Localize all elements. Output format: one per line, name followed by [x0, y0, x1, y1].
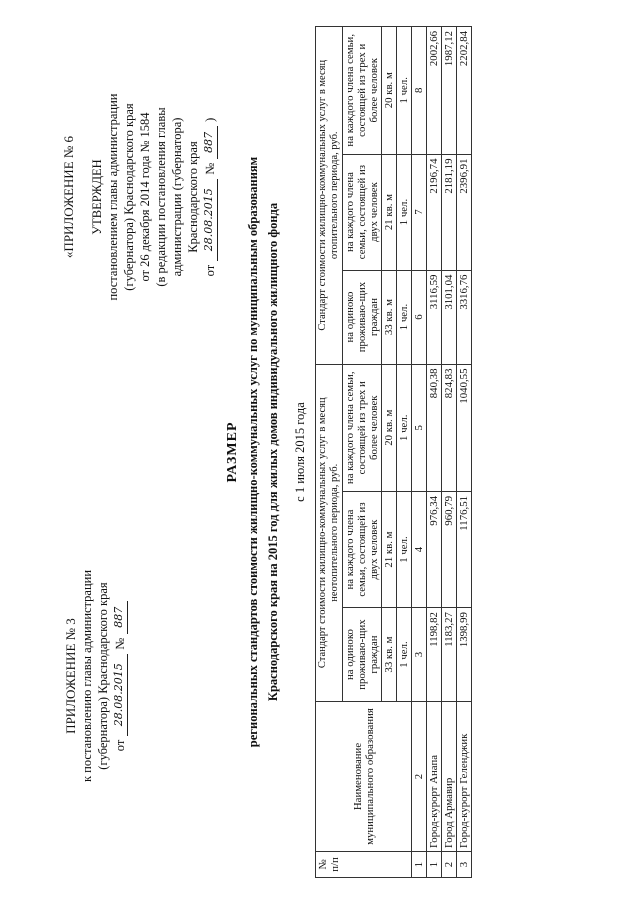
person-cell: 1 чел.	[397, 608, 412, 702]
col-header-name: Наименование муниципального образования	[316, 702, 412, 852]
area-cell: 20 кв. м	[382, 364, 397, 491]
area-cell: 21 кв. м	[382, 154, 397, 270]
header-line: от 26 декабря 2014 года № 1584	[138, 112, 152, 282]
area-cell: 20 кв. м	[382, 27, 397, 155]
rotated-document-page	[25, 12, 615, 892]
sub-header-single: на одиноко проживаю-щих граждан	[343, 270, 382, 364]
appendix-6-title: «ПРИЛОЖЕНИЕ № 6	[61, 135, 76, 259]
right-appendix-header	[61, 42, 218, 352]
sub-header-two: на каждого члена семьи, состоящей из двух человек	[343, 492, 382, 608]
sub-header-three: на каждого члена семьи, состоящей из трех и более человек	[343, 364, 382, 491]
area-cell: 33 кв. м	[382, 270, 397, 364]
area-cell: 33 кв. м	[382, 608, 397, 702]
column-number-row: 1 2 3 4 5 6 7 8	[412, 27, 427, 878]
document-title	[225, 32, 281, 872]
handwritten-number: 887	[111, 601, 128, 634]
person-cell: 1 чел.	[397, 492, 412, 608]
person-cell: 1 чел.	[397, 270, 412, 364]
appendix-3-title: ПРИЛОЖЕНИЕ № 3	[63, 618, 78, 734]
date-number-line: от 28.08.2015 № 887	[111, 546, 128, 806]
col-header-no: № п/п	[316, 852, 412, 878]
title-sub-2: Краснодарского края на 2015 год для жилых домов индивидуального жилищного фонда	[266, 202, 280, 702]
effective-date: с 1 июля 2015 года	[293, 402, 307, 502]
header-line: Краснодарского края	[186, 141, 200, 253]
header-line: (губернатора) Краснодарского края	[122, 103, 136, 291]
header-line: к постановлению главы администрации	[80, 569, 94, 783]
header-line: администрации (губернатора)	[170, 117, 184, 277]
sub-header-single: на одиноко проживаю-щих граждан	[343, 608, 382, 702]
date-number-line: от 28.08.2015 № 887 )	[202, 117, 217, 277]
left-appendix-header	[63, 546, 128, 806]
area-cell: 21 кв. м	[382, 492, 397, 608]
handwritten-date: 28.08.2015	[201, 179, 218, 261]
sub-header-two: на каждого члена семьи, состоящей из двух человек	[343, 154, 382, 270]
title-main: РАЗМЕР	[225, 421, 240, 483]
sub-header-three: на каждого члена семьи, состоящей из трех и более человек	[343, 27, 382, 155]
person-cell: 1 чел.	[397, 154, 412, 270]
header-line: (в редакции постановления главы	[154, 107, 168, 287]
approved-label: УТВЕРЖДЕН	[90, 159, 104, 235]
person-cell: 1 чел.	[397, 27, 412, 155]
table-row: 2 Город Армавир 1183,27 960,79 824,83 3101,04 2181,19 1987,12	[442, 27, 457, 878]
title-sub-1: региональных стандартов стоимости жилищно-коммунальных услуг по муниципальным образованиям	[246, 156, 260, 748]
table-row: 3 Город-курорт Геленджик 1398,99 1176,51 1040,55 3316,76 2396,91 2202,84	[457, 27, 472, 878]
person-cell: 1 чел.	[397, 364, 412, 491]
table-row: 1 Город-курорт Анапа 1198,82 976,34 840,38 3116,59 2196,74 2002,66	[427, 27, 442, 878]
group-header-heating: Стандарт стоимости жилищно-коммунальных услуг в месяц отопительного периода, руб.	[316, 27, 343, 365]
standards-table	[315, 26, 472, 878]
header-line: (губернатора) Краснодарского края	[96, 582, 110, 770]
handwritten-number: 887	[201, 126, 218, 159]
header-line: постановлением главы администрации	[106, 93, 120, 301]
group-header-non-heating: Стандарт стоимости жилищно-коммунальных услуг в месяц неотопительного периода, руб.	[316, 364, 343, 701]
handwritten-date: 28.08.2015	[111, 654, 128, 736]
